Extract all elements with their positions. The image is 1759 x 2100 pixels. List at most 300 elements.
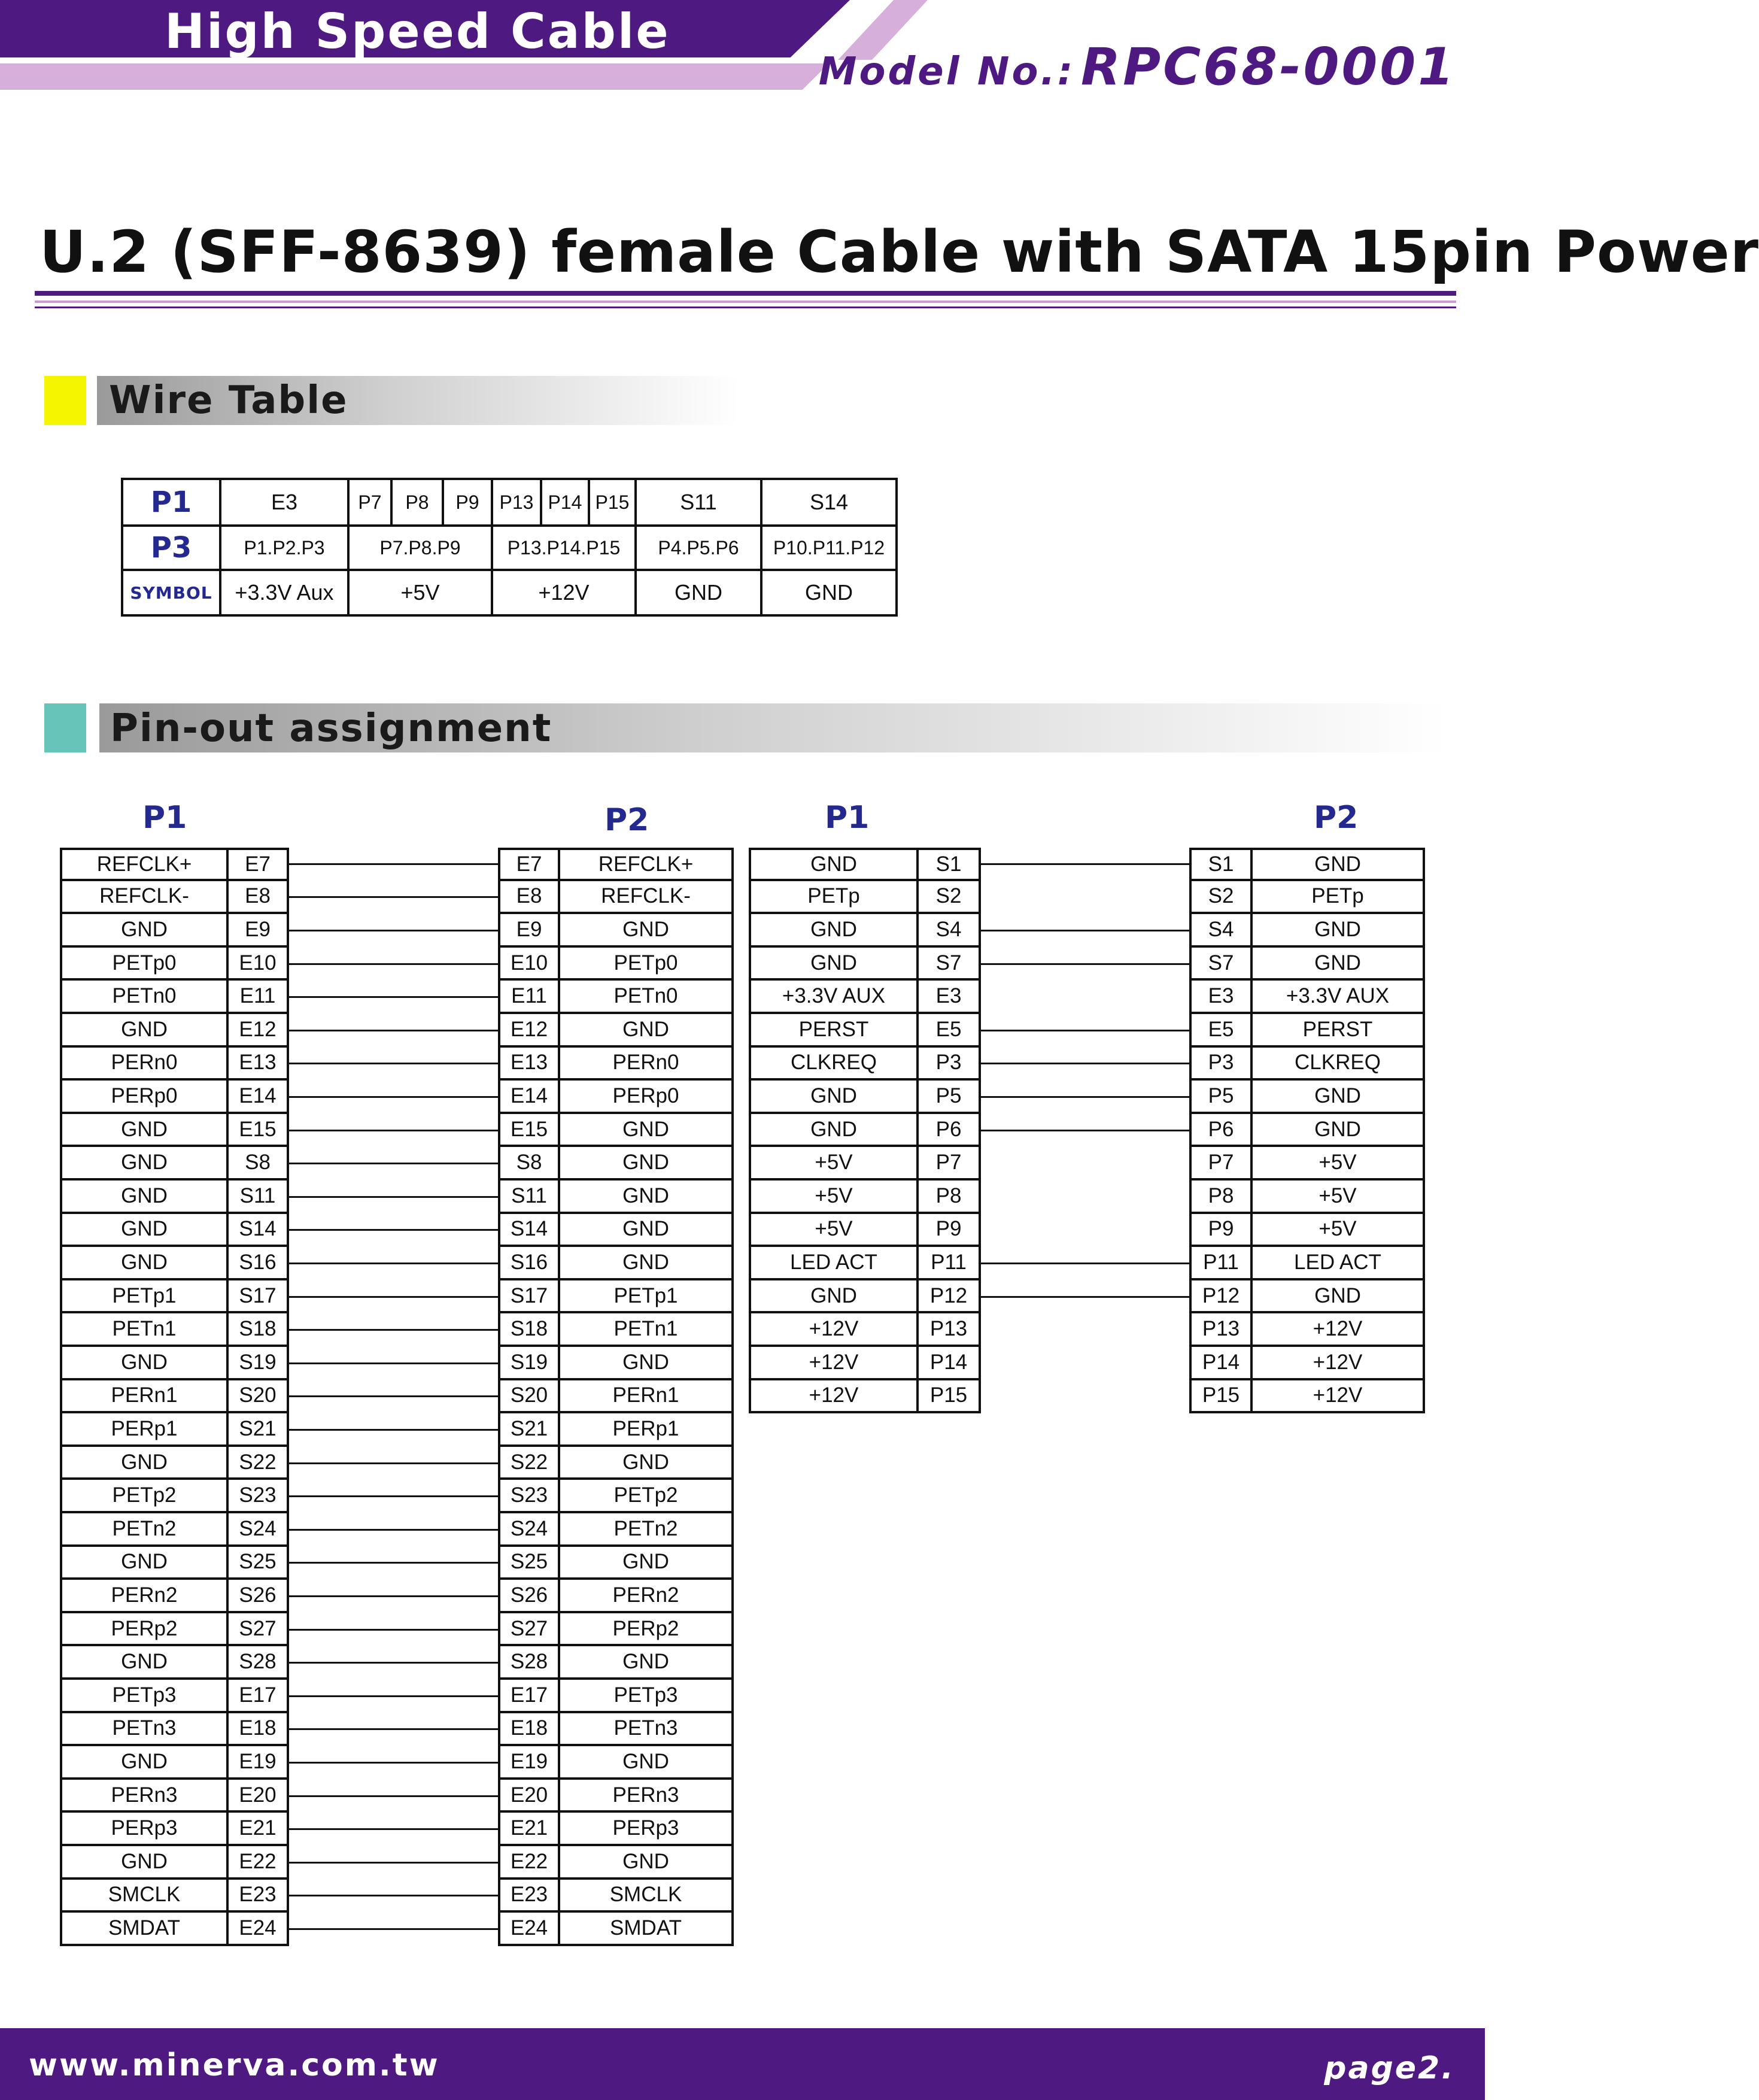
signal-name: PETp bbox=[1311, 884, 1364, 908]
signal-name: GND bbox=[1314, 852, 1361, 876]
wire-table-cell: P1.P2.P3 bbox=[220, 526, 348, 570]
left-p1-row bbox=[60, 1613, 289, 1647]
right-p2-row bbox=[1189, 1214, 1425, 1248]
left-p1-row bbox=[60, 1247, 289, 1280]
signal-name: GND bbox=[1314, 951, 1361, 975]
wire-line bbox=[289, 1562, 498, 1564]
pin-number: E17 bbox=[510, 1683, 548, 1707]
signal-name: GND bbox=[622, 1350, 669, 1374]
pin-number: S17 bbox=[239, 1283, 277, 1307]
left-p2-row bbox=[498, 848, 734, 881]
signal-name: PERp3 bbox=[111, 1816, 178, 1840]
signal-name: PERp0 bbox=[612, 1084, 679, 1107]
wire-line bbox=[289, 1329, 498, 1331]
pin-number: S4 bbox=[935, 917, 962, 941]
signal-name: SMDAT bbox=[108, 1916, 180, 1940]
wire-table-cell: GND bbox=[761, 570, 897, 615]
signal-name: PETp0 bbox=[112, 951, 177, 975]
right-p1-row bbox=[749, 881, 981, 915]
right-p1-row bbox=[749, 1181, 981, 1214]
wire-table-cell: S11 bbox=[636, 479, 761, 526]
pin-number: P12 bbox=[1202, 1283, 1240, 1307]
right-p2-row bbox=[1189, 1313, 1425, 1347]
signal-name: LED ACT bbox=[790, 1250, 877, 1274]
left-p2-row bbox=[498, 1846, 734, 1880]
signal-name: +12V bbox=[809, 1317, 859, 1341]
wire-table bbox=[121, 478, 898, 617]
right-p2-row bbox=[1189, 1380, 1425, 1414]
signal-name: +5V bbox=[815, 1183, 853, 1207]
pin-number: E9 bbox=[516, 917, 542, 941]
left-p1-row bbox=[60, 1713, 289, 1747]
signal-name: PETp2 bbox=[112, 1483, 177, 1507]
right-p2-row bbox=[1189, 1081, 1425, 1114]
signal-name: REFCLK+ bbox=[598, 852, 694, 876]
section-marker-teal bbox=[44, 703, 86, 752]
left-p1-row bbox=[60, 1114, 289, 1148]
left-p1-row bbox=[60, 1480, 289, 1513]
right-p1-row bbox=[749, 1014, 981, 1048]
pin-number: E15 bbox=[239, 1117, 277, 1141]
signal-name: GND bbox=[622, 1017, 669, 1041]
pin-number: S19 bbox=[510, 1350, 548, 1374]
pin-number: E7 bbox=[516, 852, 542, 876]
signal-name: SMCLK bbox=[609, 1883, 682, 1907]
pin-number: S23 bbox=[239, 1483, 277, 1507]
signal-name: GND bbox=[1314, 917, 1361, 941]
pin-number: S11 bbox=[239, 1183, 276, 1207]
left-p2-row bbox=[498, 1413, 734, 1447]
wire-table-cell: +5V bbox=[348, 570, 492, 615]
right-p1-row bbox=[749, 948, 981, 981]
pin-number: S8 bbox=[516, 1151, 542, 1175]
model-value: RPC68-0001 bbox=[1080, 37, 1456, 97]
pin-number: S14 bbox=[239, 1217, 277, 1241]
left-p2-row bbox=[498, 1347, 734, 1380]
signal-name: SMDAT bbox=[610, 1916, 682, 1940]
signal-name: CLKREQ bbox=[791, 1051, 877, 1075]
wire-line bbox=[289, 863, 498, 865]
left-p2-row bbox=[498, 1580, 734, 1613]
pin-number: E14 bbox=[510, 1084, 548, 1107]
signal-name: PERp1 bbox=[612, 1416, 679, 1440]
signal-name: GND bbox=[622, 1849, 669, 1873]
signal-name: PERST bbox=[798, 1017, 869, 1041]
signal-name: PETp3 bbox=[613, 1683, 678, 1707]
document-title: U.2 (SFF-8639) female Cable with SATA 15pin Power bbox=[40, 219, 1759, 286]
pin-number: S20 bbox=[510, 1383, 548, 1407]
signal-name: PETn0 bbox=[112, 984, 177, 1008]
signal-name: REFCLK- bbox=[601, 884, 691, 908]
wire-table-cell: P14 bbox=[541, 479, 589, 526]
footer-website-link[interactable]: www.minerva.com.tw bbox=[29, 2047, 440, 2083]
signal-name: PERn3 bbox=[612, 1783, 679, 1807]
left-p2-row bbox=[498, 1813, 734, 1846]
signal-name: PERp0 bbox=[111, 1084, 178, 1107]
signal-name: PETn1 bbox=[112, 1317, 177, 1341]
model-number bbox=[819, 37, 1456, 97]
pin-number: P9 bbox=[1208, 1217, 1234, 1241]
signal-name: GND bbox=[121, 1017, 168, 1041]
pin-number: S2 bbox=[1208, 884, 1234, 908]
right-p1-row bbox=[749, 1114, 981, 1148]
right-p1-row bbox=[749, 1081, 981, 1114]
pin-number: S24 bbox=[239, 1516, 277, 1540]
signal-name: GND bbox=[121, 917, 168, 941]
signal-name: GND bbox=[810, 1084, 857, 1107]
wire-line bbox=[289, 1395, 498, 1397]
signal-name: GND bbox=[121, 1350, 168, 1374]
wire-line bbox=[981, 930, 1189, 931]
wire-line bbox=[289, 996, 498, 998]
wire-table-row-label: P3 bbox=[122, 526, 220, 570]
signal-name: LED ACT bbox=[1294, 1250, 1381, 1274]
pin-number: E20 bbox=[510, 1783, 548, 1807]
signal-name: GND bbox=[622, 1183, 669, 1207]
pin-number: E12 bbox=[239, 1017, 277, 1041]
wire-line bbox=[289, 1495, 498, 1497]
left-p1-row bbox=[60, 1014, 289, 1048]
signal-name: +12V bbox=[1313, 1350, 1363, 1374]
left-p1-row bbox=[60, 1646, 289, 1680]
pin-number: E11 bbox=[511, 984, 547, 1008]
left-p1-row bbox=[60, 881, 289, 915]
pin-number: E5 bbox=[1208, 1017, 1234, 1041]
right-p2-row bbox=[1189, 1280, 1425, 1314]
left-p1-row bbox=[60, 1447, 289, 1480]
right-p2-label: P2 bbox=[1314, 800, 1359, 836]
pin-number: P14 bbox=[1202, 1350, 1240, 1374]
left-p1-row bbox=[60, 948, 289, 981]
right-p2-row bbox=[1189, 1347, 1425, 1380]
pin-number: P8 bbox=[1208, 1183, 1234, 1207]
left-p1-row bbox=[60, 848, 289, 881]
signal-name: +5V bbox=[815, 1217, 853, 1241]
pin-number: S21 bbox=[510, 1416, 548, 1440]
left-p1-row bbox=[60, 1181, 289, 1214]
right-p2-row bbox=[1189, 848, 1425, 881]
wire-line bbox=[289, 1163, 498, 1164]
signal-name: GND bbox=[810, 852, 857, 876]
wire-table-row-label: SYMBOL bbox=[122, 570, 220, 615]
signal-name: PETn3 bbox=[613, 1716, 678, 1740]
wire-table-cell: P9 bbox=[443, 479, 492, 526]
right-p1-row bbox=[749, 1048, 981, 1081]
left-p2-row bbox=[498, 1480, 734, 1513]
pin-number: S7 bbox=[1208, 951, 1234, 975]
wire-line bbox=[289, 1728, 498, 1730]
left-p1-row bbox=[60, 1413, 289, 1447]
signal-name: GND bbox=[810, 1117, 857, 1141]
left-p2-row bbox=[498, 1114, 734, 1148]
signal-name: GND bbox=[622, 1217, 669, 1241]
wire-line bbox=[289, 1862, 498, 1864]
pin-number: E10 bbox=[510, 951, 548, 975]
pin-number: E24 bbox=[510, 1916, 548, 1940]
wire-line bbox=[289, 1662, 498, 1664]
left-p2-row bbox=[498, 1880, 734, 1913]
model-label: Model No.: bbox=[818, 50, 1076, 94]
right-p1-label: P1 bbox=[825, 800, 870, 836]
signal-name: PETn2 bbox=[613, 1516, 678, 1540]
signal-name: +12V bbox=[1313, 1317, 1363, 1341]
wire-table-cell: P13.P14.P15 bbox=[492, 526, 636, 570]
pin-number: S16 bbox=[510, 1250, 548, 1274]
pin-number: E23 bbox=[239, 1883, 277, 1907]
pin-number: P14 bbox=[929, 1350, 968, 1374]
pin-number: S17 bbox=[510, 1283, 548, 1307]
left-p1-row bbox=[60, 1214, 289, 1248]
wire-line bbox=[981, 1063, 1189, 1064]
left-p1-row bbox=[60, 1048, 289, 1081]
signal-name: GND bbox=[121, 1217, 168, 1241]
signal-name: CLKREQ bbox=[1295, 1051, 1381, 1075]
right-p2-row bbox=[1189, 981, 1425, 1014]
wire-table-cell: P7 bbox=[348, 479, 391, 526]
signal-name: PETp3 bbox=[112, 1683, 177, 1707]
signal-name: PERp1 bbox=[111, 1416, 178, 1440]
wire-table-row-p1 bbox=[122, 479, 897, 526]
signal-name: +5V bbox=[1319, 1151, 1357, 1175]
signal-name: GND bbox=[622, 1749, 669, 1773]
wire-table-cell: E3 bbox=[220, 479, 348, 526]
wire-line bbox=[289, 930, 498, 931]
signal-name: GND bbox=[121, 1650, 168, 1674]
pin-number: E7 bbox=[245, 852, 271, 876]
left-p2-row bbox=[498, 1313, 734, 1347]
footer-page-number: page2. bbox=[1324, 2050, 1455, 2086]
signal-name: GND bbox=[121, 1450, 168, 1474]
pin-number: P15 bbox=[1202, 1383, 1240, 1407]
pin-number: E13 bbox=[510, 1051, 548, 1075]
left-p2-row bbox=[498, 1713, 734, 1747]
wire-line bbox=[981, 1263, 1189, 1264]
pin-number: E21 bbox=[239, 1816, 277, 1840]
pin-number: S4 bbox=[1208, 917, 1234, 941]
pin-number: S27 bbox=[510, 1616, 548, 1640]
left-p2-row bbox=[498, 1247, 734, 1280]
signal-name: GND bbox=[622, 1117, 669, 1141]
pin-number: E17 bbox=[239, 1683, 277, 1707]
left-p1-row bbox=[60, 1313, 289, 1347]
wire-line bbox=[289, 1130, 498, 1131]
signal-name: GND bbox=[622, 1151, 669, 1175]
wire-line bbox=[289, 1762, 498, 1764]
left-p2-row bbox=[498, 1380, 734, 1414]
left-p1-row bbox=[60, 1147, 289, 1181]
wire-line bbox=[289, 1362, 498, 1364]
pin-number: S16 bbox=[239, 1250, 277, 1274]
wire-table-cell: +3.3V Aux bbox=[220, 570, 348, 615]
wire-line bbox=[289, 1063, 498, 1064]
signal-name: PETn1 bbox=[613, 1317, 678, 1341]
left-p1-row bbox=[60, 1680, 289, 1713]
left-p1-row bbox=[60, 1813, 289, 1846]
pin-number: E20 bbox=[239, 1783, 277, 1807]
left-p1-row bbox=[60, 1580, 289, 1613]
pin-number: S20 bbox=[239, 1383, 277, 1407]
pin-number: E18 bbox=[239, 1716, 277, 1740]
right-p1-row bbox=[749, 1214, 981, 1248]
left-p1-row bbox=[60, 1347, 289, 1380]
pin-number: P8 bbox=[935, 1183, 962, 1207]
left-p2-row bbox=[498, 1147, 734, 1181]
right-p2-row bbox=[1189, 1181, 1425, 1214]
signal-name: SMCLK bbox=[108, 1883, 181, 1907]
left-p1-row bbox=[60, 1913, 289, 1946]
signal-name: +12V bbox=[809, 1350, 859, 1374]
signal-name: GND bbox=[622, 917, 669, 941]
signal-name: +5V bbox=[815, 1151, 853, 1175]
wire-table-cell: P15 bbox=[589, 479, 636, 526]
header-title: High Speed Cable bbox=[165, 4, 670, 59]
pin-number: S2 bbox=[935, 884, 962, 908]
signal-name: GND bbox=[1314, 1117, 1361, 1141]
left-p1-row bbox=[60, 1746, 289, 1780]
pin-number: E23 bbox=[510, 1883, 548, 1907]
left-p2-row bbox=[498, 1913, 734, 1946]
pin-number: E3 bbox=[1208, 984, 1234, 1008]
signal-name: GND bbox=[622, 1550, 669, 1574]
wire-line bbox=[289, 896, 498, 898]
left-p2-row bbox=[498, 1181, 734, 1214]
left-p2-row bbox=[498, 914, 734, 948]
pin-number: S18 bbox=[510, 1317, 548, 1341]
wire-line bbox=[981, 1096, 1189, 1098]
pin-number: S22 bbox=[510, 1450, 548, 1474]
pin-number: E22 bbox=[239, 1849, 277, 1873]
pin-number: S1 bbox=[1208, 852, 1234, 876]
pin-number: S22 bbox=[239, 1450, 277, 1474]
signal-name: GND bbox=[121, 1183, 168, 1207]
pin-number: S23 bbox=[510, 1483, 548, 1507]
pin-number: S8 bbox=[245, 1151, 271, 1175]
title-rule bbox=[35, 301, 1456, 303]
wire-table-cell: P10.P11.P12 bbox=[761, 526, 897, 570]
right-p2-row bbox=[1189, 1247, 1425, 1280]
left-p1-row bbox=[60, 1280, 289, 1314]
signal-name: REFCLK- bbox=[99, 884, 189, 908]
pin-number: P6 bbox=[935, 1117, 962, 1141]
signal-name: GND bbox=[1314, 1084, 1361, 1107]
pin-number: S27 bbox=[239, 1616, 277, 1640]
right-p1-row bbox=[749, 1280, 981, 1314]
pin-number: P11 bbox=[931, 1250, 967, 1274]
signal-name: GND bbox=[121, 1550, 168, 1574]
left-p2-row bbox=[498, 881, 734, 915]
right-p2-row bbox=[1189, 881, 1425, 915]
pin-number: S1 bbox=[935, 852, 962, 876]
title-rule bbox=[35, 291, 1456, 296]
pin-number: E10 bbox=[239, 951, 277, 975]
signal-name: GND bbox=[622, 1650, 669, 1674]
pin-number: E3 bbox=[935, 984, 962, 1008]
pin-number: E21 bbox=[510, 1816, 548, 1840]
signal-name: PERp2 bbox=[111, 1616, 178, 1640]
pin-number: S18 bbox=[239, 1317, 277, 1341]
wire-table-cell: S14 bbox=[761, 479, 897, 526]
left-p1-row bbox=[60, 1547, 289, 1580]
right-p2-row bbox=[1189, 914, 1425, 948]
wire-line bbox=[289, 1795, 498, 1797]
signal-name: +5V bbox=[1319, 1183, 1357, 1207]
pin-number: E5 bbox=[935, 1017, 962, 1041]
wire-table-cell: P7.P8.P9 bbox=[348, 526, 492, 570]
left-p2-row bbox=[498, 1646, 734, 1680]
left-p2-row bbox=[498, 1447, 734, 1480]
signal-name: GND bbox=[622, 1450, 669, 1474]
signal-name: GND bbox=[121, 1849, 168, 1873]
right-p1-row bbox=[749, 848, 981, 881]
pin-number: E8 bbox=[245, 884, 271, 908]
pin-number: S25 bbox=[239, 1550, 277, 1574]
signal-name: PETn0 bbox=[613, 984, 678, 1008]
left-p1-row bbox=[60, 1380, 289, 1414]
signal-name: PERn1 bbox=[111, 1383, 178, 1407]
right-p1-row bbox=[749, 1313, 981, 1347]
right-p1-row bbox=[749, 914, 981, 948]
pin-number: S25 bbox=[510, 1550, 548, 1574]
pin-number: S14 bbox=[510, 1217, 548, 1241]
header-accent-stripe bbox=[0, 63, 829, 90]
left-p2-row bbox=[498, 948, 734, 981]
pin-number: E22 bbox=[510, 1849, 548, 1873]
left-p2-row bbox=[498, 1280, 734, 1314]
signal-name: GND bbox=[1314, 1283, 1361, 1307]
left-p2-row bbox=[498, 981, 734, 1014]
wire-line bbox=[981, 963, 1189, 965]
wire-line bbox=[981, 1296, 1189, 1298]
section-marker-yellow bbox=[44, 376, 86, 425]
wire-line bbox=[289, 1928, 498, 1930]
pin-number: E12 bbox=[510, 1017, 548, 1041]
signal-name: +3.3V AUX bbox=[782, 984, 886, 1008]
signal-name: +3.3V AUX bbox=[1286, 984, 1390, 1008]
pin-number: S28 bbox=[239, 1650, 277, 1674]
pin-number: E19 bbox=[239, 1749, 277, 1773]
signal-name: GND bbox=[810, 917, 857, 941]
wire-table-cell: P4.P5.P6 bbox=[636, 526, 761, 570]
wire-line bbox=[289, 1263, 498, 1264]
signal-name: PERn2 bbox=[111, 1583, 178, 1607]
signal-name: PERp2 bbox=[612, 1616, 679, 1640]
signal-name: GND bbox=[810, 1283, 857, 1307]
wire-line bbox=[289, 1030, 498, 1031]
section-title-wire-table: Wire Table bbox=[109, 378, 348, 423]
wire-table-row-label: P1 bbox=[122, 479, 220, 526]
left-p1-row bbox=[60, 981, 289, 1014]
signal-name: PETn3 bbox=[112, 1716, 177, 1740]
wire-table-cell: P8 bbox=[391, 479, 443, 526]
right-p1-row bbox=[749, 1147, 981, 1181]
left-p2-row bbox=[498, 1680, 734, 1713]
signal-name: PERn1 bbox=[612, 1383, 679, 1407]
left-p2-row bbox=[498, 1613, 734, 1647]
right-p1-row bbox=[749, 981, 981, 1014]
left-p1-row bbox=[60, 1513, 289, 1547]
wire-line bbox=[289, 1429, 498, 1431]
wire-table-cell: P13 bbox=[492, 479, 541, 526]
right-p1-row bbox=[749, 1380, 981, 1414]
wire-line bbox=[289, 1229, 498, 1231]
signal-name: REFCLK+ bbox=[96, 852, 192, 876]
pin-number: S28 bbox=[510, 1650, 548, 1674]
wire-line bbox=[289, 963, 498, 965]
wire-line bbox=[289, 1096, 498, 1098]
wire-line bbox=[981, 863, 1189, 865]
signal-name: PETn2 bbox=[112, 1516, 177, 1540]
right-p2-row bbox=[1189, 948, 1425, 981]
